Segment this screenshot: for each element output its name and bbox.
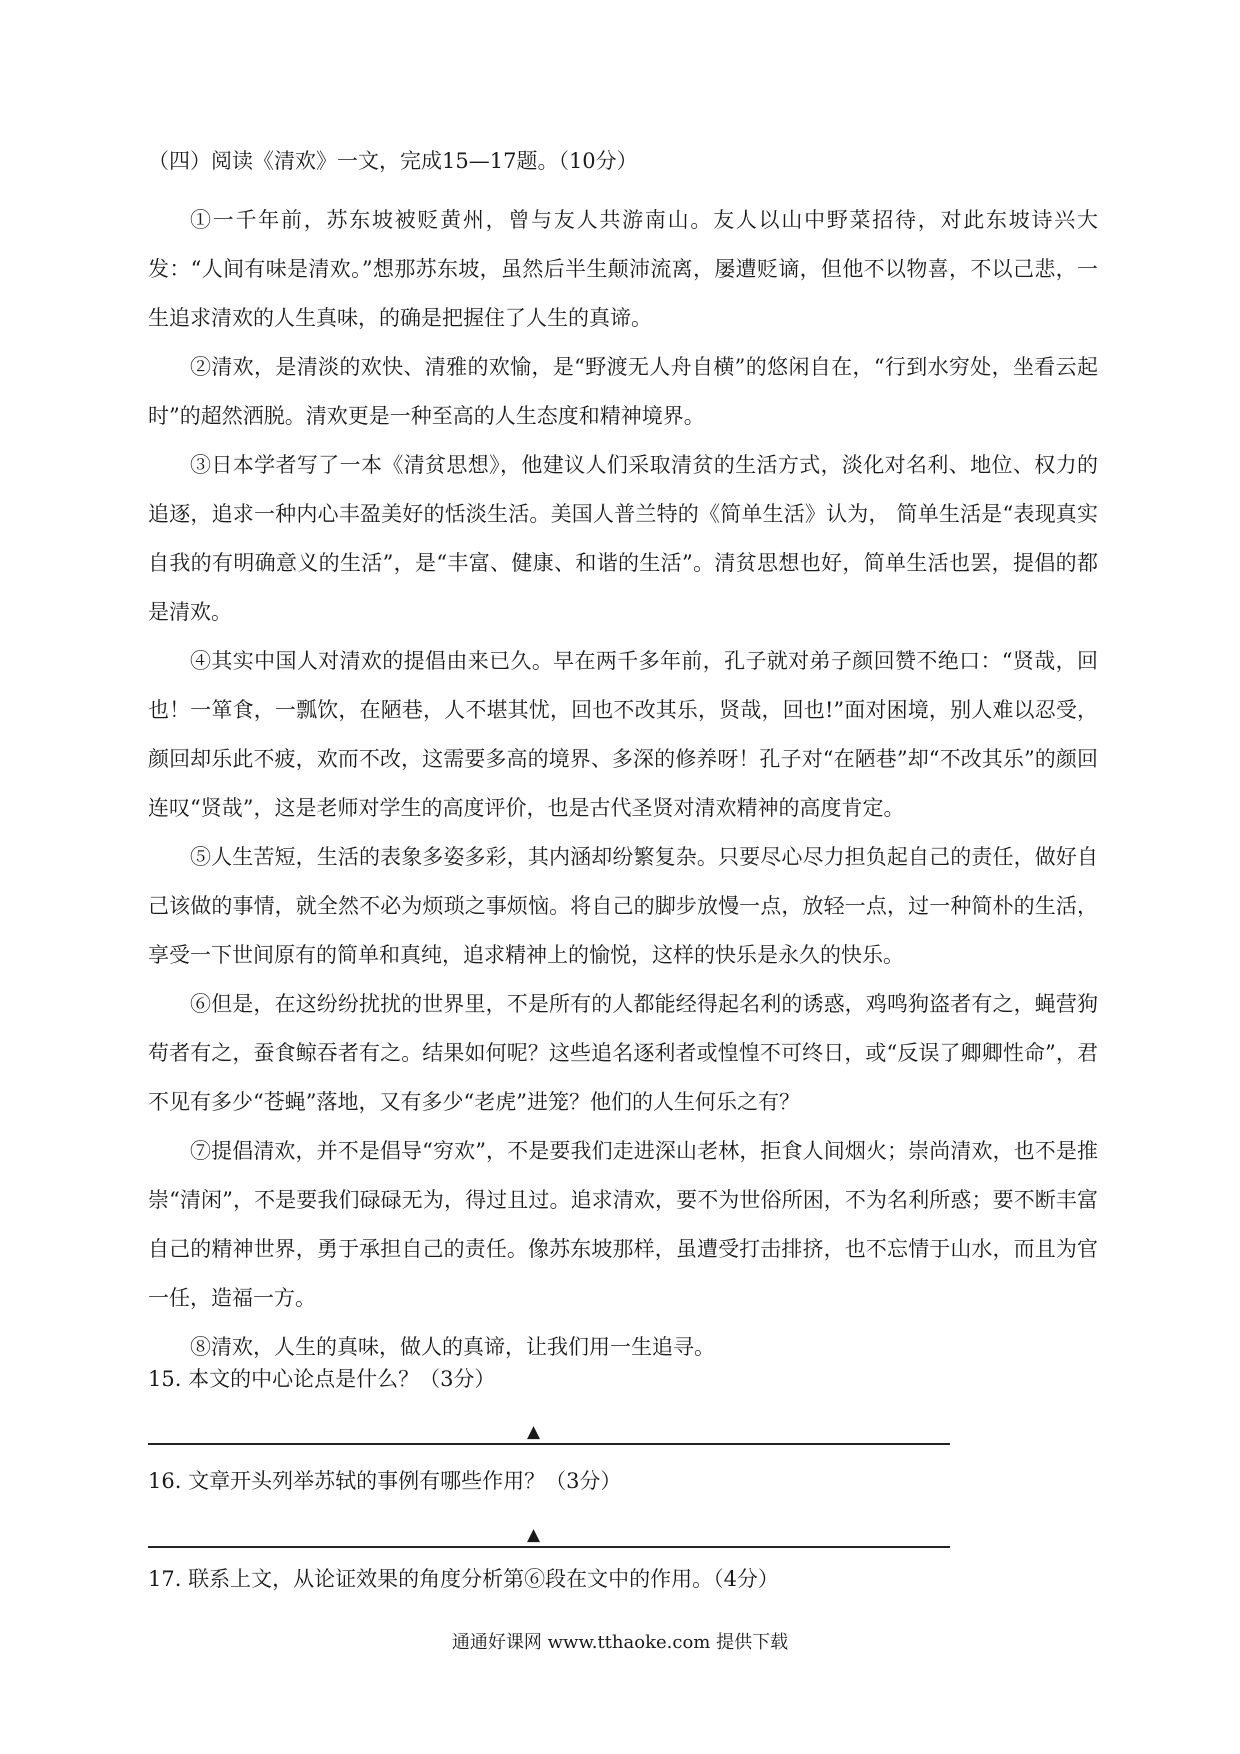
paragraph-5: ⑤人生苦短，生活的表象多姿多彩，其内涵却纷繁复杂。只要尽心尽力担负起自己的责任，做好自己该做的事情，就全然不必为烦琐之事烦恼。将自己的脚步放慢一点，放轻一点，过一种简朴的生活，享受一下世间原有的简单和真纯，追求精神上的愉悦，这样的快乐是永久的快乐。 (148, 845, 1098, 967)
paragraph-4: ④其实中国人对清欢的提倡由来已久。早在两千多年前，孔子就对弟子颜回赞不绝口：“贤哉，回也！一箪食，一瓢饮，在陋巷，人不堪其忧，回也不改其乐，贤哉，回也!”面对困境，别人难以忍受，颜回却乐此不疲，欢而不改，这需要多高的境界、多深的修养呀！孔子对“在陋巷”却“不改其乐”的颜回连叹“贤哉”，这是老师对学生的高度评价，也是古代圣贤对清欢精神的高度肯定。 (148, 649, 1098, 820)
answer-line-15[interactable] (148, 1443, 950, 1445)
paragraph-7: ⑦提倡清欢，并不是倡导“穷欢”，不是要我们走进深山老林，拒食人间烟火；崇尚清欢，也不是推崇“清闲”，不是要我们碌碌无为，得过且过。追求清欢，要不为世俗所困，不为名利所惑；要不断丰富自己的精神世界，勇于承担自己的责任。像苏东坡那样，虽遭受打击排挤，也不忘情于山水，而且为官一任，造福一方。 (148, 1139, 1098, 1310)
answer-marker-triangle-icon: ▲ (527, 1525, 541, 1545)
paragraph-6: ⑥但是，在这纷纷扰扰的世界里，不是所有的人都能经得起名利的诱惑，鸡鸣狗盗者有之，蝇营狗苟者有之，蚕食鲸吞者有之。结果如何呢？这些追名逐利者或惶惶不可终日，或“反误了卿卿性命”，君不见有多少“苍蝇”落地，又有多少“老虎”进笼？他们的人生何乐之有？ (148, 992, 1098, 1114)
paragraph-2: ②清欢，是清淡的欢快、清雅的欢愉，是“野渡无人舟自横”的悠闲自在，“行到水穷处，坐看云起时”的超然洒脱。清欢更是一种至高的人生态度和精神境界。 (148, 355, 1098, 428)
answer-line-16[interactable] (148, 1546, 950, 1548)
question-15: 15. 本文的中心论点是什么？（3分） (148, 1367, 496, 1391)
section-title: （四）阅读《清欢》一文，完成15—17题。（10分） (148, 149, 638, 173)
paragraph-3: ③日本学者写了一本《清贫思想》，他建议人们采取清贫的生活方式，淡化对名利、地位、权力的追逐，追求一种内心丰盈美好的恬淡生活。美国人普兰特的《简单生活》认为， 简单生活是“表现真实自我的有明确意义的生活”，是“丰富、健康、和谐的生活”。清贫思想也好，简单生活也罢，提倡的都是清欢。 (148, 453, 1098, 624)
question-16: 16. 文章开头列举苏轼的事例有哪些作用？（3分） (148, 1469, 622, 1493)
paragraph-1: ①一千年前，苏东坡被贬黄州，曾与友人共游南山。友人以山中野菜招待，对此东坡诗兴大发：“人间有味是清欢。”想那苏东坡，虽然后半生颠沛流离，屡遭贬谪，但他不以物喜，不以己悲，一生追求清欢的人生真味，的确是把握住了人生的真谛。 (148, 208, 1098, 330)
question-17: 17. 联系上文，从论证效果的角度分析第⑥段在文中的作用。（4分） (148, 1567, 779, 1591)
footer-credit: 通通好课网 www.tthaoke.com 提供下载 (451, 1632, 789, 1653)
paragraph-8: ⑧清欢，人生的真味，做人的真谛，让我们用一生追寻。 (190, 1335, 715, 1359)
answer-marker-triangle-icon: ▲ (527, 1422, 541, 1442)
reading-passage (148, 196, 1098, 1372)
